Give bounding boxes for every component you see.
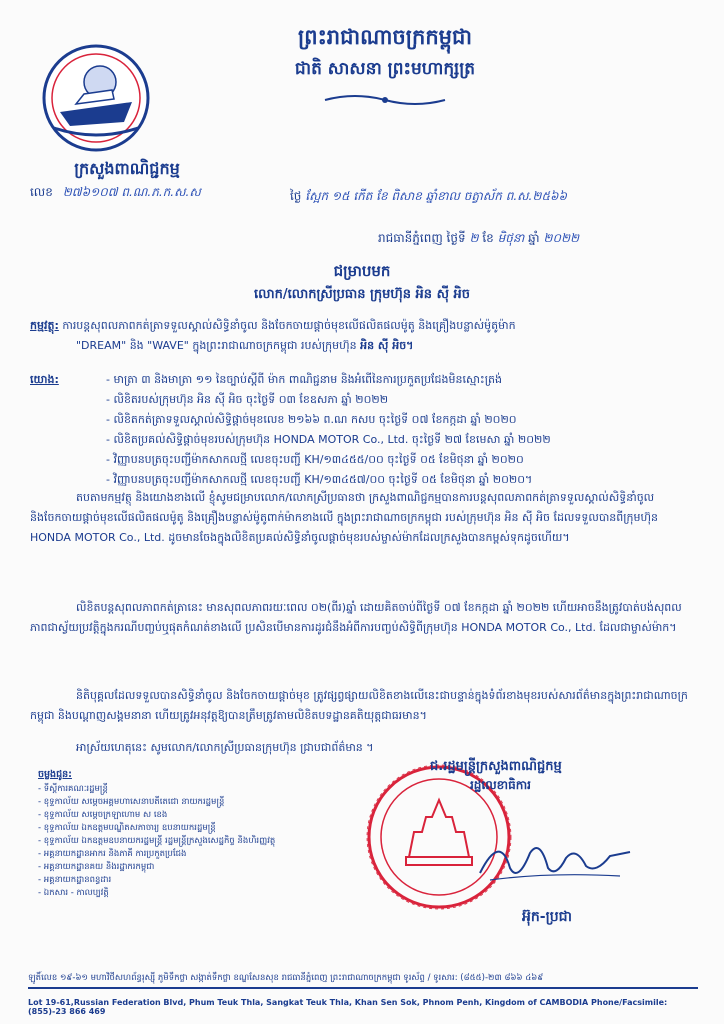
ministry-logo	[40, 42, 152, 154]
solar-day: ២	[469, 231, 479, 245]
reference-section	[30, 370, 702, 490]
solar-month-label: ខែ	[482, 231, 494, 245]
signature-block	[430, 758, 710, 795]
signatory-subtitle: រដ្ឋលេខាធិការ	[470, 778, 531, 792]
reference-item: - វិញ្ញាបនបត្រចុះបញ្ជីម៉ាកសាកលថ្មី លេខចុះបញ្ជី KH/១៣៤៥៧/០០ ចុះថ្ងៃទី ០៥ ខែមិថុនា ឆ្នាំ ២០២០។	[106, 470, 702, 490]
cc-item: - ខុទ្ទកាល័យ សម្ដេចអគ្គមហាសេនាបតីតេជោ នាយករដ្ឋមន្ត្រី	[38, 796, 358, 809]
kingdom-heading: ព្រះរាជាណាចក្រកម្ពុជា	[297, 25, 472, 49]
reference-item: - លិខិតប្រគល់សិទ្ធិផ្ដាច់មុខរបស់ក្រុមហ៊ុន HONDA MOTOR Co., Ltd. ចុះថ្ងៃទី ២៧ ខែមេសា ឆ្នាំ ២០២២	[106, 430, 702, 450]
lunar-date-handwritten: ស្អែក ១៥ កើត ខែ ពិសាខ ឆ្នាំខាល ចត្វាស័ក ព.ស.២៥៦៦	[305, 189, 567, 203]
body-paragraph-2: លិខិតបន្តសុពលភាពកត់ត្រានេះ មានសុពលភាពរយៈពេល ០២(ពីរ)ឆ្នាំ ដោយគិតចាប់ពីថ្ងៃទី ០៧ ខែកក្កដា ឆ្នាំ ២០២២ ហើយអាចនឹងត្រូវបាត់បង់សុពលភាពជាស្វ័យប្រវត្តិក្នុងករណីបញ្ចប់ឬផុតកំណត់ខាងលើ ប្រសិនបើមានការដូរជំនឹងអំពីការបញ្ចប់សិទ្ធិពីក្រុមហ៊ុន HONDA MOTOR Co., Ltd. ដែលជាម្ចាស់ម៉ាក។	[30, 601, 682, 634]
solar-year-label: ឆ្នាំ	[528, 231, 540, 245]
motto-ornament	[320, 92, 450, 108]
notice-title: ជម្រាបមក	[333, 262, 391, 280]
solar-date	[378, 230, 708, 248]
reference-item: - មាត្រា ៣ និងមាត្រា ១១ នៃច្បាប់ស្ដីពី ម៉ាក ពាណិជ្ជនាម និងអំពើនៃការប្រកួតប្រជែងមិនស្មោះត្រង់	[106, 370, 702, 390]
closing-line: អាស្រ័យហេតុនេះ សូមលោក/លោកស្រីប្រធានក្រុមហ៊ុន ជ្រាបជាព័ត៌មាន ។	[76, 741, 374, 754]
reference-label: យោង:	[30, 373, 59, 386]
cc-item: - អគ្គនាយកដ្ឋានអាករ និងភាគី ការប្រកួតប្រជែង	[38, 848, 358, 861]
cc-item: - ទីស្ដីការគណៈរដ្ឋមន្ត្រី	[38, 783, 358, 796]
lunar-date	[290, 188, 700, 206]
reference-item: - លិខិតកត់ត្រាទទួលស្គាល់សិទ្ធិផ្ដាច់មុខលេខ ២១៦៦ ព.ណ កសប ចុះថ្ងៃទី ០៧ ខែកក្កដា ឆ្នាំ ២០២០	[106, 410, 702, 430]
handwritten-signature	[470, 828, 640, 888]
subject-text: ការបន្តសុពលភាពកត់ត្រាទទួលស្គាល់សិទ្ធិនាំចូល និងចែកចាយផ្ដាច់មុខលើផលិតផលម៉ូតូ និងគ្រឿងបន្លាស់ម៉ូតូម៉ាក	[62, 319, 516, 332]
signatory-title: ជ.រដ្ឋមន្ត្រីក្រសួងពាណិជ្ជកម្ម	[430, 759, 562, 774]
body-paragraph-3: និតិបុគ្គលដែលទទួលបានសិទ្ធិនាំចូល និងចែកចាយផ្ដាច់មុខ ត្រូវផ្សព្វផ្សាយលិខិតខាងលើនេះជាបន្ទាន់ក្នុងទំព័រខាងមុខរបស់សារព័ត៌មានក្នុងព្រះរាជាណាចក្រកម្ពុជា និងបណ្ដាញសង្គមនានា ហើយត្រូវអនុវត្តឱ្យបានត្រឹមត្រូវតាមលិខិតបទដ្ឋានគតិយុត្តជាធរមាន។	[30, 689, 688, 722]
cc-section	[38, 768, 358, 900]
solar-month: មិថុនា	[497, 231, 525, 245]
subject-company: អិន ស៊ី អិច។	[360, 339, 414, 352]
recipient-line: លោក/លោកស្រីប្រធាន ក្រុមហ៊ុន អិន ស៊ី អិច	[253, 287, 470, 302]
body-paragraph-1: តបតាមកម្មវត្ថុ និងយោងខាងលើ ខ្ញុំសូមជម្រាបលោក/លោកស្រីប្រធានថា ក្រសួងពាណិជ្ជកម្មបានការបន្តសុពលភាពកត់ត្រាទទួលស្គាល់សិទ្ធិនាំចូល និងចែកចាយផ្ដាច់មុខលើផលិតផលម៉ូតូ និងគ្រឿងបន្លាស់ម៉ូតូពាក់ម៉ាកខាងលើ ក្នុងព្រះរាជាណាចក្រកម្ពុជា របស់ក្រុមហ៊ុន អិន ស៊ី អិច ដែលទទួលបានពីក្រុមហ៊ុន HONDA MOTOR Co., Ltd. ដូចមានចែងក្នុងលិខិតប្រគល់សិទ្ធិនាំចូលផ្ដាច់មុខរបស់ម្ចាស់ម៉ាកដែលក្រសួងបានកម្ពស់ទុកដូចហើយ។	[30, 491, 658, 544]
footer-divider	[28, 987, 698, 989]
reference-number	[30, 184, 201, 202]
cc-item: - អគ្គនាយកដ្ឋានគយ និងរដ្ឋាករកម្ពុជា	[38, 861, 358, 874]
reference-handwritten: ២៧៦១០៧ ព.ណ.ភ.ក.ស.ស	[62, 185, 201, 199]
reference-item: - លិខិតរបស់ក្រុមហ៊ុន អិន ស៊ី អិច ចុះថ្ងៃទី ០៣ ខែឧសភា ឆ្នាំ ២០២២	[106, 390, 702, 410]
cc-list	[38, 783, 358, 900]
cc-item: - ខុទ្ទកាល័យ សម្ដេចក្រឡាហោម ស ខេង	[38, 809, 358, 822]
solar-date-prefix: រាជធានីភ្នំពេញ ថ្ងៃទី	[378, 231, 466, 245]
subject-label: កម្មវត្ថុ:	[30, 319, 59, 332]
signer-name: អ៊ុក-ប្រជា	[522, 909, 572, 925]
reference-item: - វិញ្ញាបនបត្រចុះបញ្ជីម៉ាកសាកលថ្មី លេខចុះបញ្ជី KH/១៣៤៥៥/០០ ចុះថ្ងៃទី ០៥ ខែមិថុនា ឆ្នាំ ២០២០	[106, 450, 702, 470]
national-motto: ជាតិ សាសនា ព្រះមហាក្សត្រ	[294, 59, 476, 79]
cc-item: - ឯកសារ - កាលប្បវត្តិ	[38, 887, 358, 900]
cc-item: - ខុទ្ទកាល័យ ឯកឧត្តមបណ្ឌិតសភាចារ្យ ឧបនាយករដ្ឋមន្ត្រី	[38, 822, 358, 835]
lunar-date-prefix: ថ្ងៃ	[290, 189, 302, 203]
footer-address-khmer: ឡូតិ៍លេខ ១៩-៦១ មហាវិថីសហព័ន្ធរុស្ស៊ី ភូមិទឹកថ្លា សង្កាត់ទឹកថ្លា ខណ្ឌសែនសុខ រាជធានីភ្នំពេញ ព្រះរាជាណាចក្រកម្ពុជា ទូរស័ព្ទ / ទូរសារ: (៨៥៥)-២៣ ៨៦៦ ៤៦៩	[28, 973, 544, 983]
cc-item: - អគ្គនាយកដ្ឋានពន្ធដារ	[38, 874, 358, 887]
subject-brand-line: "DREAM" និង "WAVE" ក្នុងព្រះរាជាណាចក្រកម្ពុជា របស់ក្រុមហ៊ុន	[76, 339, 357, 352]
cc-title: ចម្លងជូន:	[38, 769, 72, 780]
cc-item: - ខុទ្ទកាល័យ ឯកឧត្តមឧបនាយករដ្ឋមន្ត្រី រដ្ឋមន្ត្រីក្រសួងសេដ្ឋកិច្ច និងហិរញ្ញវត្ថុ	[38, 835, 358, 848]
footer-address-english: Lot 19-61,Russian Federation Blvd, Phum Teuk Thla, Sangkat Teuk Thla, Khan Sen Sok, Phnom Penh, Kingdom of CAMBODIA Phone/Facsimile: (855)-23 866 469	[28, 998, 668, 1016]
reference-prefix: លេខ	[30, 185, 53, 199]
reference-list	[106, 370, 702, 490]
ministry-name: ក្រសួងពាណិជ្ជកម្ម	[74, 159, 180, 178]
subject-section	[30, 316, 702, 356]
solar-year: ២០២២	[543, 231, 580, 245]
